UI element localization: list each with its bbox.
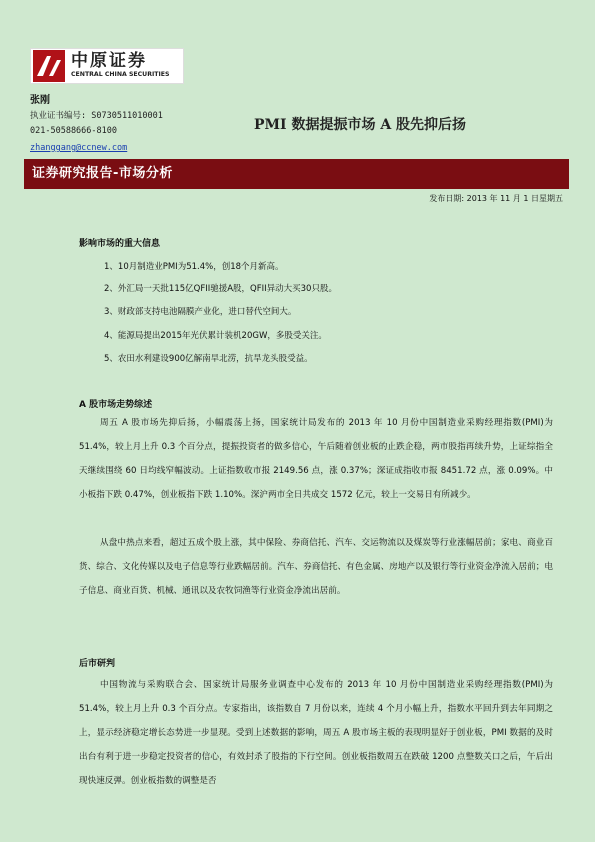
license-number: 执业证书编号: S0730511010001: [30, 111, 163, 121]
email-link[interactable]: zhanggang@ccnew.com: [30, 143, 128, 153]
section-title-review: A 股市场走势综述: [79, 400, 153, 410]
section-title-outlook: 后市研判: [79, 659, 116, 669]
review-paragraph-2: 从盘中热点来看，超过五成个股上涨，其中保险、券商信托、汽车、交运物流以及煤炭等行业涨幅居前；家电、商业百货、综合、文化传媒以及电子信息等行业跌幅居前。汽车、券商信托、有色金属、房地产以及银行等行业资金净流入居前；电子信息、商业百货、机械、通讯以及农牧饲渔等行业资金净流出居前。: [79, 538, 553, 596]
news-item: 3、财政部支持电池隔膜产业化，进口替代空间大。: [104, 307, 297, 317]
logo-english-name: CENTRAL CHINA SECURITIES: [71, 71, 170, 79]
outlook-paragraph-1: 中国物流与采购联合会、国家统计局服务业调查中心发布的 2013 年 10 月份中国制造业采购经理指数(PMI)为 51.4%，较上月上升 0.3 个百分点。专家指出，该指数自 7 月份以来，连续 4 个月小幅上升，指数水平回升到去年同期之上，显示经济稳定增长态势进一步显现。受到上述数据的影响，周五 A 股市场主板的表现明显好于创业板，PMI 数据的及时出台有利于进一步稳定投资者的信心，有效封杀了股指的下行空间。创业板指数周五在跌破 1200 点整数关口之后，午后出现快速反弹。创业板指数的调整是否: [79, 680, 553, 786]
logo-chinese-name: 中原证券: [71, 51, 147, 72]
publish-date: 发布日期: 2013 年 11 月 1 日星期五: [429, 194, 563, 203]
section-title-news: 影响市场的重大信息: [79, 239, 161, 249]
author-name: 张刚: [30, 95, 50, 106]
report-type-banner: 证券研究报告-市场分析: [24, 159, 569, 189]
phone-number: 021-50588666-8100: [30, 126, 117, 136]
review-paragraph-1: 周五 A 股市场先抑后扬，小幅震荡上扬，国家统计局发布的 2013 年 10 月份中国制造业采购经理指数(PMI)为 51.4%，较上月上升 0.3 个百分点，提振投资者的做多信心，午后随着创业板的止跌企稳，两市股指再续升势，上证综指全天继续围绕 60 日均线窄幅波动。上证指数收市报 2149.56 点，涨 0.37%；深证成指收市报 8451.72 点，涨 0.09%。中小板指下跌 0.47%，创业板指下跌 1.10%。深沪两市全日共成交 1572 亿元，较上一交易日有所减少。: [79, 418, 553, 500]
news-item: 1、10月制造业PMI为51.4%，创18个月新高。: [104, 262, 284, 272]
logo-emblem-icon: [33, 50, 65, 82]
news-item: 2、外汇局一天批115亿QFII驰援A股，QFII异动大买30只股。: [104, 284, 337, 294]
company-logo: [30, 48, 184, 84]
report-headline: PMI 数据提振市场 A 股先抑后扬: [254, 117, 467, 133]
news-item: 4、能源局提出2015年光伏累计装机20GW，多股受关注。: [104, 331, 327, 341]
news-item: 5、农田水利建设900亿解南旱北涝，抗旱龙头股受益。: [104, 354, 313, 364]
